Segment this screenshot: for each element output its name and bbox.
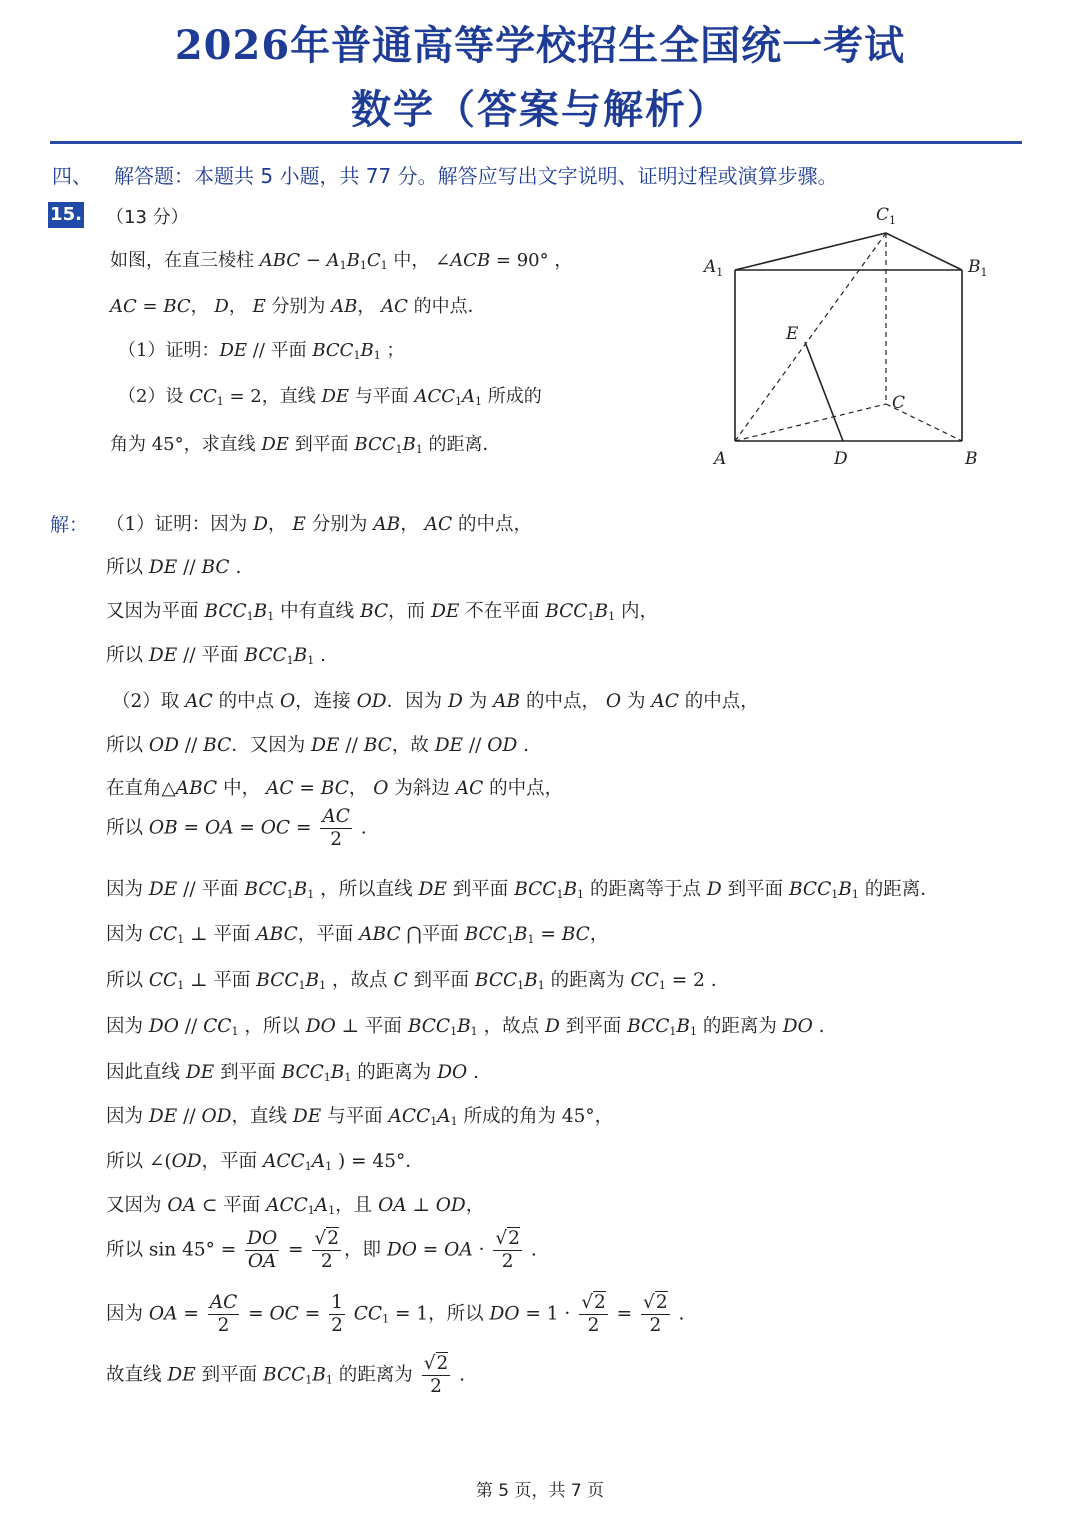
segment-de	[805, 342, 843, 441]
exam-subtitle: 数学（答案与解析）	[351, 86, 729, 133]
label-e: E	[786, 324, 799, 344]
label-d: D	[834, 449, 848, 469]
question-line-1: 如图，在直三棱柱 ABC − $A_1B_1C_1$ 中， ∠ACB = 90° ，	[110, 250, 573, 272]
header-divider	[50, 141, 1022, 144]
label-a1: $A_1$	[704, 257, 724, 279]
solution-line-10: 因为 $CC_1$ ⊥ 平面 ABC，平面 ABC ⋂平面 $BCC_1B_1$ = BC，	[106, 924, 609, 946]
label-a: A	[714, 449, 727, 469]
label-b: B	[965, 449, 978, 469]
question-number: 15.	[48, 202, 84, 228]
solution-line-11: 所以 $CC_1$ ⊥ 平面 $BCC_1B_1$ ，故点 C 到平面 $BCC_1B_1$ 的距离为 $CC_1 = 2$ .	[106, 970, 717, 992]
edge-c1b1	[886, 233, 962, 270]
question-line-4: （2）设 $CC_1 = 2$，直线 DE 与平面 $ACC_1A_1$ 所成的	[118, 386, 542, 408]
solution-line-3: 又因为平面 $BCC_1B_1$ 中有直线 BC，而 DE 不在平面 $BCC_1B_1$ 内，	[106, 601, 658, 623]
prism-diagram	[690, 196, 1020, 486]
solution-line-19: 故直线 DE 到平面 $BCC_1B_1$ 的距离为 $\frac{√2}{2}$ .	[106, 1353, 466, 1397]
solution-line-1: （1）证明：因为 D， E 分别为 AB， AC 的中点，	[106, 514, 532, 535]
label-c1: $C_1$	[876, 205, 897, 227]
solution-line-12: 因为 DO // $CC_1$ ，所以 DO ⊥ 平面 $BCC_1B_1$ ，故点 D 到平面 $BCC_1B_1$ 的距离为 DO .	[106, 1016, 825, 1038]
question-score: （13 分）	[106, 207, 189, 228]
solution-line-5: （2）取 AC 的中点 O，连接 OD．因为 D 为 AB 的中点， O 为 AC 的中点，	[112, 691, 759, 712]
solution-line-6: 所以 OD // BC．又因为 DE // BC，故 DE // OD .	[106, 735, 530, 756]
question-line-3: （1）证明：DE // 平面 $BCC_1B_1$ ；	[118, 340, 405, 362]
solution-line-16: 又因为 OA ⊂ 平面 $ACC_1A_1$，且 OA ⊥ OD，	[106, 1195, 485, 1217]
section-label: 四、	[52, 164, 92, 188]
solution-line-2: 所以 DE // BC .	[106, 557, 242, 578]
solution-line-14: 因为 DE // OD，直线 DE 与平面 $ACC_1A_1$ 所成的角为 45°，	[106, 1106, 614, 1128]
solution-line-7: 在直角△ABC 中， AC = BC， O 为斜边 AC 的中点，	[106, 778, 564, 799]
question-line-5: 角为 45°，求直线 DE 到平面 $BCC_1B_1$ 的距离．	[110, 434, 501, 456]
question-line-2: AC = BC， D， E 分别为 AB， AC 的中点．	[110, 296, 486, 317]
solution-line-9: 因为 DE // 平面 $BCC_1B_1$ ，所以直线 DE 到平面 $BCC_1B_1$ 的距离等于点 D 到平面 $BCC_1B_1$ 的距离．	[106, 879, 939, 901]
solution-line-13: 因此直线 DE 到平面 $BCC_1B_1$ 的距离为 DO .	[106, 1062, 479, 1084]
solution-line-18: 因为 OA = $\frac{AC}{2}$ = OC = $\frac{1}{2}$ $CC_1 = 1$，所以 DO = 1 · $\frac{√2}{2}$ = $\frac{√2}{2}$ .	[106, 1292, 685, 1336]
label-b1: $B_1$	[968, 257, 988, 279]
solution-line-8: 所以 OB = OA = OC = $\frac{AC}{2}$ .	[106, 806, 367, 850]
section-text: 解答题：本题共 5 小题，共 77 分。解答应写出文字说明、证明过程或演算步骤。	[114, 164, 838, 188]
solution-label: 解：	[50, 514, 89, 536]
section-heading	[52, 160, 838, 189]
solution-line-15: 所以 ∠(OD，平面 $ACC_1A_1$ ) = 45°．	[106, 1151, 424, 1173]
solution-line-17: 所以 sin 45° = $\frac{DO}{OA}$ = $\frac{√2}{2}$ ，即 DO = OA · $\frac{√2}{2}$ .	[106, 1228, 537, 1272]
label-c: C	[892, 393, 906, 413]
exam-title: 2026年普通高等学校招生全国统一考试	[174, 22, 906, 69]
solution-line-4: 所以 DE // 平面 $BCC_1B_1$ .	[106, 645, 327, 667]
page-footer: 第 5 页，共 7 页	[475, 1481, 605, 1501]
